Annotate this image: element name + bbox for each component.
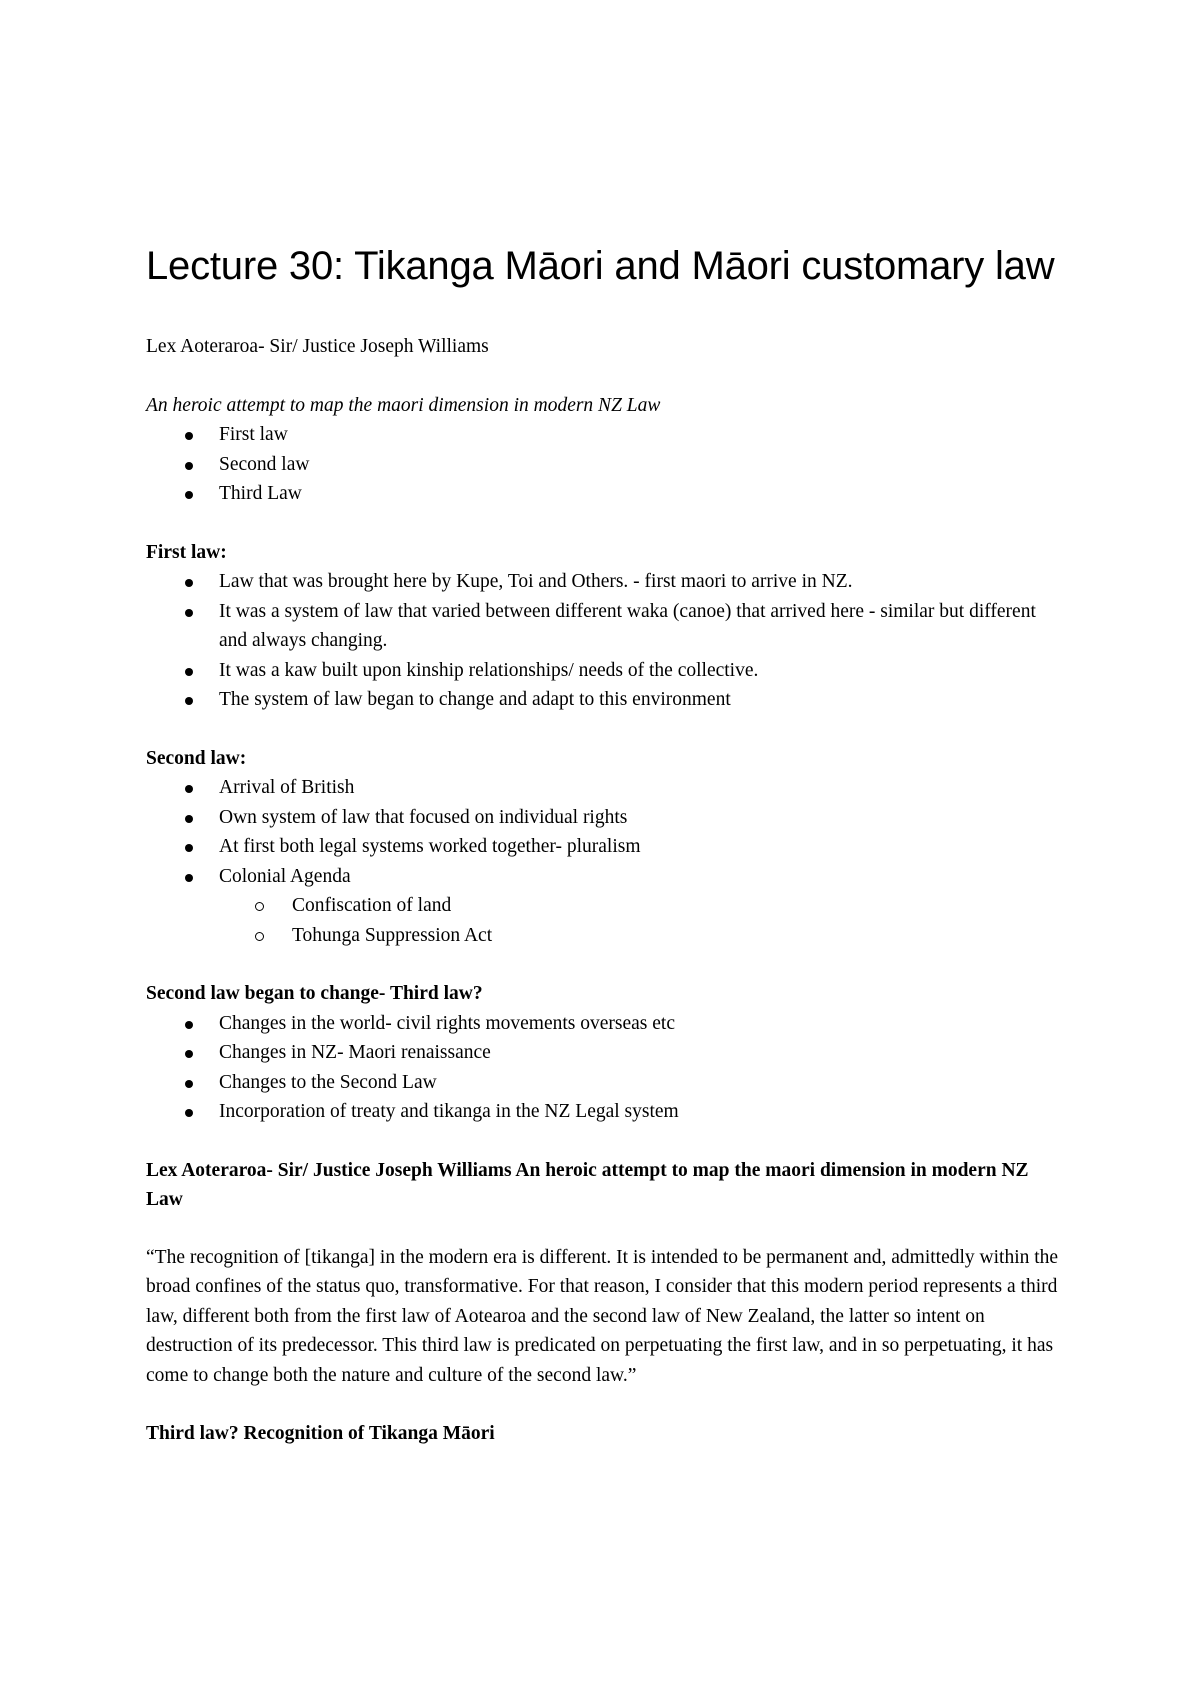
sub-list-item: Tohunga Suppression Act <box>219 921 1066 951</box>
change-list <box>146 1009 1066 1127</box>
list-item-label: Colonial Agenda <box>219 865 351 887</box>
second-law-heading: Second law: <box>146 747 247 769</box>
list-item: The system of law began to change and adapt to this environment <box>146 685 1066 715</box>
document-page <box>146 240 1066 1449</box>
colonial-agenda-sublist <box>219 891 1066 950</box>
list-item <box>146 862 1066 951</box>
third-law-heading: Third law? Recognition of Tikanga Māori <box>146 1423 495 1444</box>
page-title: Lecture 30: Tikanga Māori and Māori customary law <box>146 244 1055 288</box>
list-item: At first both legal systems worked together- pluralism <box>146 832 1066 862</box>
list-item: Law that was brought here by Kupe, Toi and Others. - first maori to arrive in NZ. <box>146 567 1066 597</box>
list-item: Changes in the world- civil rights movements overseas etc <box>146 1009 1066 1039</box>
intro-list <box>146 420 1066 509</box>
williams-quote: “The recognition of [tikanga] in the modern era is different. It is intended to be permanent and, admittedly within the broad confines of the status quo, transformative. For that reason, I consider that this modern period represents a third law, different both from the first law of Aotearoa and the second law of New Zealand, the latter so intent on destruction of its predecessor. This third law is predicated on perpetuating the first law, and in so perpetuating, it has come to change both the nature and culture of the second law.” <box>146 1246 1059 1386</box>
first-law-list <box>146 567 1066 715</box>
intro-italic-line: An heroic attempt to map the maori dimension in modern NZ Law <box>146 394 661 416</box>
list-item: Changes in NZ- Maori renaissance <box>146 1038 1066 1068</box>
list-item: Own system of law that focused on individual rights <box>146 803 1066 833</box>
list-item: Second law <box>146 450 1066 480</box>
list-item: First law <box>146 420 1066 450</box>
list-item: Third Law <box>146 479 1066 509</box>
lex-heading: Lex Aoteraroa- Sir/ Justice Joseph Williams An heroic attempt to map the maori dimension in modern NZ Law <box>146 1159 1029 1210</box>
first-law-heading: First law: <box>146 541 227 563</box>
lecture-source: Lex Aoteraroa- Sir/ Justice Joseph Williams <box>146 336 489 357</box>
list-item: It was a system of law that varied between different waka (canoe) that arrived here - similar but different and always changing. <box>146 597 1066 656</box>
sub-list-item: Confiscation of land <box>219 891 1066 921</box>
change-heading: Second law began to change- Third law? <box>146 983 483 1004</box>
second-law-list <box>146 773 1066 950</box>
list-item: Arrival of British <box>146 773 1066 803</box>
list-item: Changes to the Second Law <box>146 1068 1066 1098</box>
list-item: Incorporation of treaty and tikanga in the NZ Legal system <box>146 1097 1066 1127</box>
list-item: It was a kaw built upon kinship relationships/ needs of the collective. <box>146 656 1066 686</box>
